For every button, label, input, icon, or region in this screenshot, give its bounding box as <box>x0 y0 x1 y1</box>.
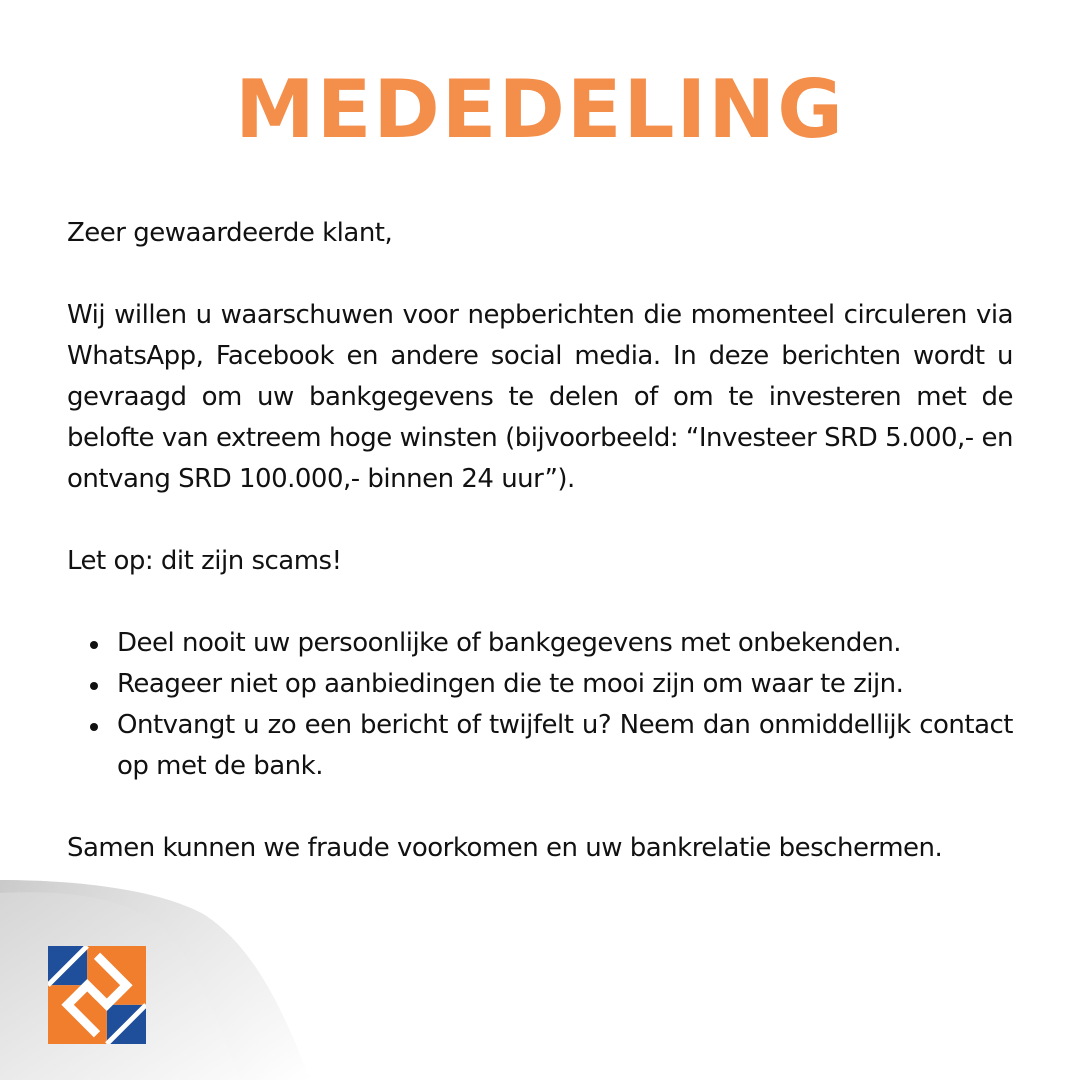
greeting-text: Zeer gewaardeerde klant, <box>67 218 393 248</box>
list-item <box>67 664 1013 705</box>
page-title: MEDEDELING <box>235 63 845 156</box>
spacer <box>67 582 1013 623</box>
spacer <box>67 254 1013 295</box>
closing-text: Samen kunnen we fraude voorkomen en uw bankrelatie beschermen. <box>67 833 943 863</box>
bullet-icon <box>90 641 98 649</box>
list-item-text: Ontvangt u zo een bericht of twijfelt u? Neem dan onmiddellijk contact op met de bank. <box>117 710 1013 781</box>
warning-paragraph: Wij willen u waarschuwen voor nepberichten die momenteel circuleren via WhatsApp, Facebook en andere social media. In deze berichten wordt u gevraagd om uw bankgegevens te delen of om te investeren met de belofte van extreem hoge winsten (bijvoorbeeld: “Investeer SRD 5.000,- en ontvang SRD 100.000,- binnen 24 uur”). <box>67 300 1013 494</box>
list-item <box>67 623 1013 664</box>
advice-list <box>67 623 1013 787</box>
bank-logo-icon <box>48 946 146 1044</box>
list-item <box>67 705 1013 787</box>
spacer <box>67 500 1013 541</box>
announcement-body <box>67 213 1013 869</box>
list-item-text: Reageer niet op aanbiedingen die te mooi zijn om waar te zijn. <box>117 669 904 699</box>
scam-warning-text: Let op: dit zijn scams! <box>67 546 342 576</box>
spacer <box>67 787 1013 828</box>
bullet-icon <box>90 682 98 690</box>
bullet-icon <box>90 723 98 731</box>
list-item-text: Deel nooit uw persoonlijke of bankgegevens met onbekenden. <box>117 628 902 658</box>
